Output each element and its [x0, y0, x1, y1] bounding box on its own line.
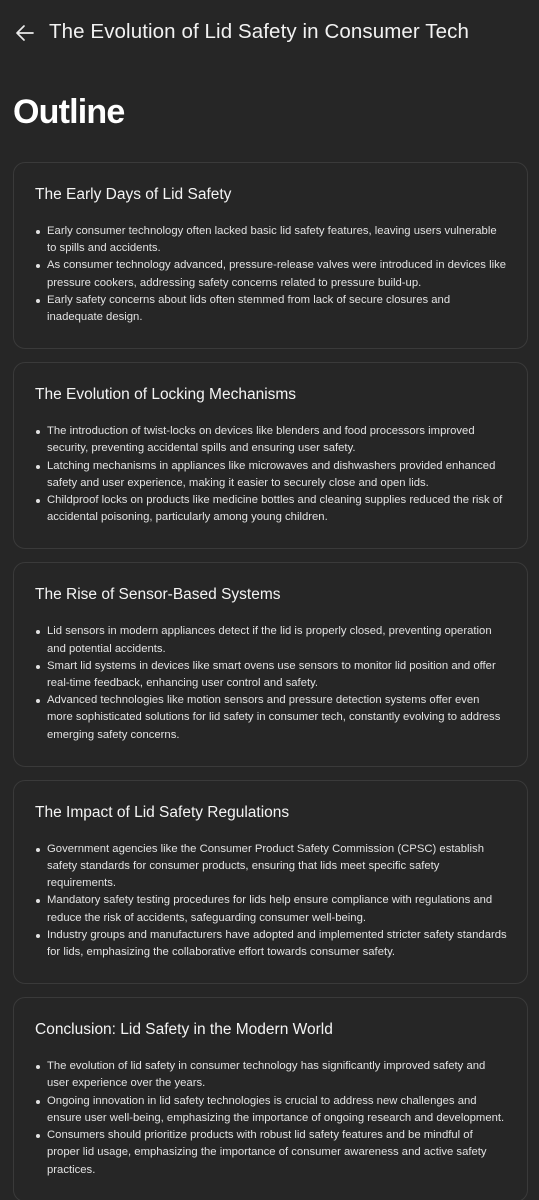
outline-sections [13, 162, 528, 1200]
arrow-left-icon[interactable] [14, 22, 36, 44]
bullet-item: Early safety concerns about lids often stemmed from lack of secure closures and inadequate design. [35, 292, 507, 326]
bullet-list [35, 841, 507, 961]
bullet-list [35, 423, 507, 526]
bullet-item: Smart lid systems in devices like smart ovens use sensors to monitor lid position and offer real-time feedback, enhancing user control and safety. [35, 658, 507, 692]
bullet-list [35, 1058, 507, 1178]
bullet-item: Early consumer technology often lacked basic lid safety features, leaving users vulnerable to spills and accidents. [35, 223, 507, 257]
bullet-item: Consumers should prioritize products with robust lid safety features and be mindful of proper lid usage, emphasizing the importance of consumer awareness and active safety practices. [35, 1127, 507, 1179]
bullet-item: Industry groups and manufacturers have adopted and implemented stricter safety standards for lids, emphasizing the collaborative effort towards consumer safety. [35, 927, 507, 961]
section-card [13, 162, 528, 349]
bullet-item: As consumer technology advanced, pressure-release valves were introduced in devices like pressure cookers, addressing safety concerns related to pressure build-up. [35, 257, 507, 291]
bullet-item: Ongoing innovation in lid safety technologies is crucial to address new challenges and ensure user well-being, emphasizing the importance of ongoing research and development. [35, 1093, 507, 1127]
bullet-item: Childproof locks on products like medicine bottles and cleaning supplies reduced the risk of accidental poisoning, particularly among young children. [35, 492, 507, 526]
section-card [13, 997, 528, 1200]
section-card [13, 780, 528, 984]
bullet-item: Advanced technologies like motion sensors and pressure detection systems offer even more sophisticated solutions for lid safety in consumer tech, constantly evolving to address emerging safety concerns. [35, 692, 507, 744]
section-title: The Rise of Sensor-Based Systems [35, 586, 281, 604]
bullet-item: Lid sensors in modern appliances detect if the lid is properly closed, preventing operation and potential accidents. [35, 623, 507, 657]
back-arrow-graphic [14, 22, 36, 44]
bullet-item: The evolution of lid safety in consumer technology has significantly improved safety and user experience over the years. [35, 1058, 507, 1092]
bullet-item: The introduction of twist-locks on devices like blenders and food processors improved security, preventing accidental spills and ensuring user safety. [35, 423, 507, 457]
page-title: The Evolution of Lid Safety in Consumer Tech [49, 20, 469, 43]
bullet-list [35, 623, 507, 743]
section-title: Conclusion: Lid Safety in the Modern World [35, 1021, 333, 1039]
bullet-item: Latching mechanisms in appliances like microwaves and dishwashers provided enhanced safety and user experience, making it easier to securely close and open lids. [35, 458, 507, 492]
section-title: The Evolution of Locking Mechanisms [35, 386, 297, 404]
bullet-item: Mandatory safety testing procedures for lids help ensure compliance with regulations and reduce the risk of accidents, safeguarding consumer well-being. [35, 892, 507, 926]
section-card [13, 562, 528, 766]
bullet-item: Government agencies like the Consumer Product Safety Commission (CPSC) establish safety standards for consumer products, ensuring that lids meet specific safety requirements. [35, 841, 507, 893]
section-card [13, 362, 528, 549]
top-app-bar [0, 0, 539, 68]
section-title: The Impact of Lid Safety Regulations [35, 803, 290, 821]
section-title: The Early Days of Lid Safety [35, 186, 232, 203]
bullet-list [35, 223, 507, 326]
outline-heading: Outline [13, 93, 125, 131]
